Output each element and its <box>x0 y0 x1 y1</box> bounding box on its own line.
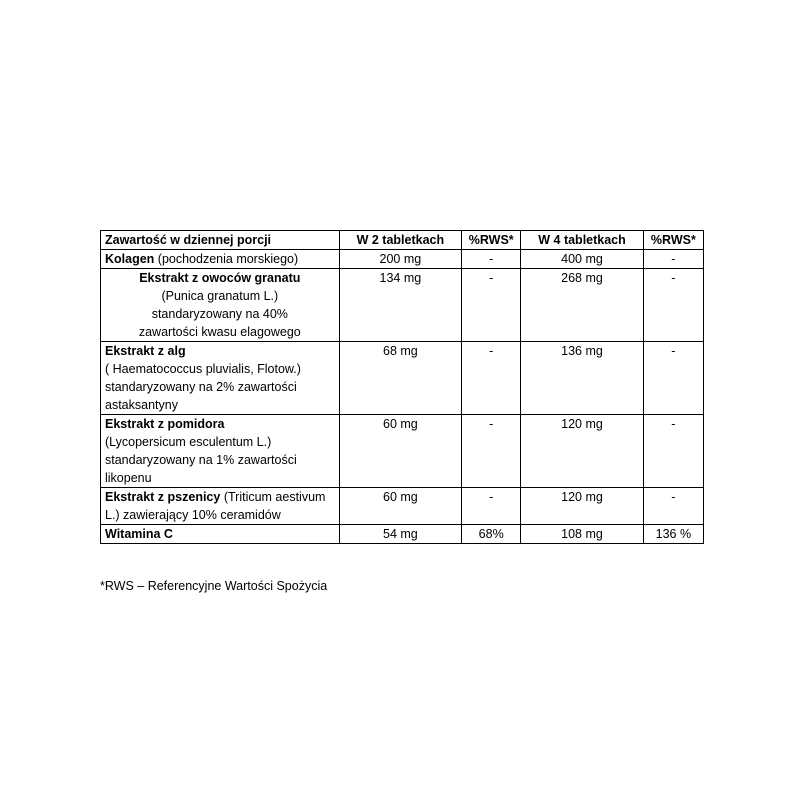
rws-4-cell: - <box>643 342 703 415</box>
table-row <box>101 269 704 342</box>
ingredient-description: ( Haematococcus pluvialis, Flotow.) standaryzowany na 2% zawartości astaksantyny <box>105 362 301 412</box>
supplement-facts-table <box>100 230 704 544</box>
ingredient-description: (Lycopersicum esculentum L.) standaryzowany na 1% zawartości likopenu <box>105 435 297 485</box>
dose-2-cell: 54 mg <box>339 525 462 544</box>
table-row <box>101 488 704 525</box>
rws-4-cell: - <box>643 415 703 488</box>
dose-2-cell: 60 mg <box>339 415 462 488</box>
dose-4-cell: 120 mg <box>521 488 644 525</box>
ingredient-cell <box>101 342 340 415</box>
rws-2-cell: - <box>462 342 521 415</box>
table-row <box>101 342 704 415</box>
ingredient-name: Ekstrakt z pomidora <box>105 417 225 431</box>
dose-2-cell: 134 mg <box>339 269 462 342</box>
ingredient-name: Ekstrakt z owoców granatu <box>139 271 301 285</box>
dose-2-cell: 200 mg <box>339 250 462 269</box>
ingredient-cell <box>101 269 340 342</box>
ingredient-description-line: zawartości kwasu elagowego <box>138 325 301 339</box>
ingredient-description: (Triticum aestivum L.) zawierający 10% ceramidów <box>105 490 326 522</box>
dose-4-cell: 108 mg <box>521 525 644 544</box>
rws-4-cell: - <box>643 269 703 342</box>
ingredient-description-line: standaryzowany na 40% <box>151 307 288 321</box>
ingredient-name: Ekstrakt z pszenicy <box>105 490 221 504</box>
ingredient-name: Witamina C <box>105 527 173 541</box>
header-dose-4-tablets: W 4 tabletkach <box>521 231 644 250</box>
dose-4-cell: 120 mg <box>521 415 644 488</box>
rws-4-cell: 136 % <box>643 525 703 544</box>
ingredient-cell <box>101 488 340 525</box>
dose-2-cell: 60 mg <box>339 488 462 525</box>
rws-4-cell: - <box>643 250 703 269</box>
ingredient-description: (pochodzenia morskiego) <box>154 252 299 266</box>
table-row <box>101 250 704 269</box>
table-header-row <box>101 231 704 250</box>
rws-2-cell: - <box>462 269 521 342</box>
rws-2-cell: - <box>462 415 521 488</box>
ingredient-description-line: (Punica granatum L.) <box>161 289 279 303</box>
table-row <box>101 415 704 488</box>
rws-4-cell: - <box>643 488 703 525</box>
table-row <box>101 525 704 544</box>
header-dose-2-tablets: W 2 tabletkach <box>339 231 462 250</box>
dose-2-cell: 68 mg <box>339 342 462 415</box>
dose-4-cell: 136 mg <box>521 342 644 415</box>
rws-2-cell: - <box>462 250 521 269</box>
ingredient-cell <box>101 525 340 544</box>
ingredient-cell <box>101 250 340 269</box>
rws-2-cell: - <box>462 488 521 525</box>
rws-footnote: *RWS – Referencyjne Wartości Spożycia <box>100 579 328 593</box>
ingredient-name: Kolagen <box>105 252 155 266</box>
header-rws-2: %RWS* <box>462 231 521 250</box>
ingredient-name: Ekstrakt z alg <box>105 344 186 358</box>
rws-2-cell: 68% <box>462 525 521 544</box>
header-content: Zawartość w dziennej porcji <box>101 231 340 250</box>
ingredient-cell <box>101 415 340 488</box>
dose-4-cell: 268 mg <box>521 269 644 342</box>
header-rws-4: %RWS* <box>643 231 703 250</box>
dose-4-cell: 400 mg <box>521 250 644 269</box>
